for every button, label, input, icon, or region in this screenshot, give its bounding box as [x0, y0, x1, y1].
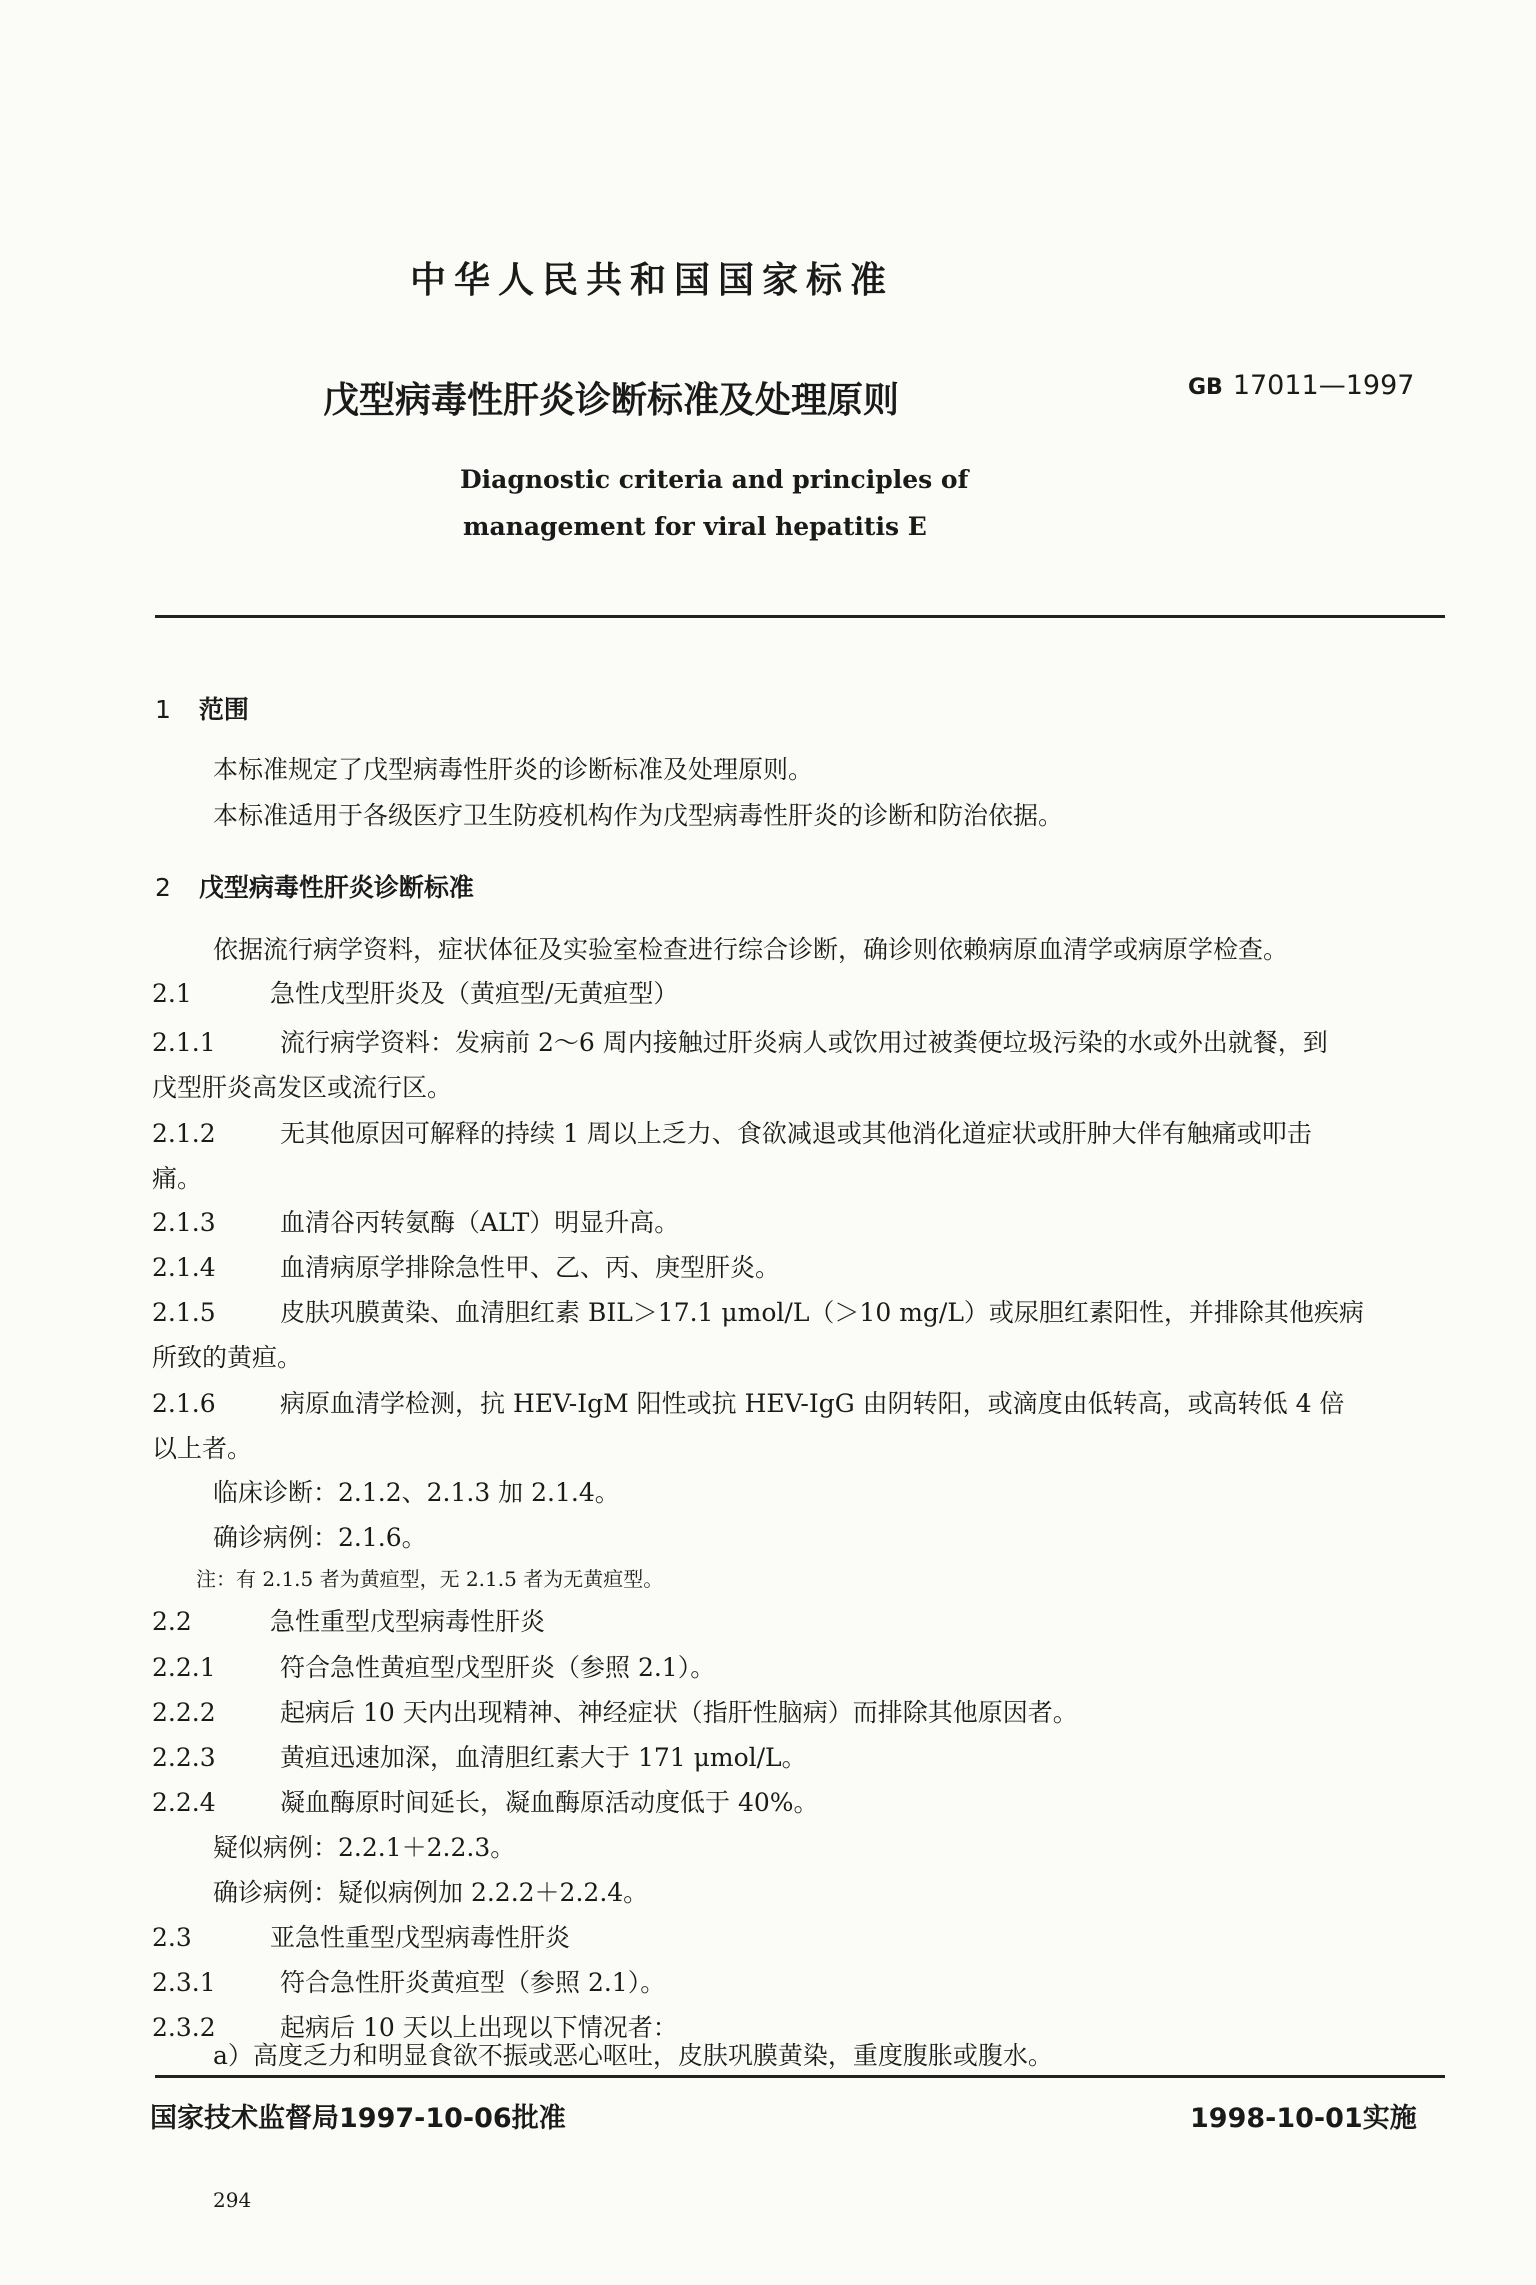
clause-text: 符合急性肝炎黄疸型（参照 2.1）。	[280, 1968, 666, 1997]
suspected-case: 疑似病例：2.2.1＋2.2.3。	[213, 1833, 516, 1862]
clause-2-1-3	[152, 1207, 679, 1239]
clause-text: 亚急性重型戊型病毒性肝炎	[270, 1923, 571, 1952]
clause-2-1-2	[152, 1118, 1312, 1150]
clause-number: 2.2.2	[152, 1698, 216, 1727]
english-title-line-2: management for viral hepatitis E	[463, 512, 927, 541]
clause-text: 血清谷丙转氨酶（ALT）明显升高。	[280, 1208, 680, 1237]
clause-continuation: 戊型肝炎高发区或流行区。	[152, 1073, 453, 1102]
clause-number: 2.1.1	[152, 1028, 216, 1057]
clause-2-1-6	[152, 1388, 1344, 1420]
clause-text: 流行病学资料：发病前 2～6 周内接触过肝炎病人或饮用过被粪便垃圾污染的水或外出就餐，到	[280, 1028, 1328, 1057]
page-number: 294	[213, 2188, 252, 2212]
clause-text: 血清病原学排除急性甲、乙、丙、庚型肝炎。	[280, 1253, 781, 1282]
clause-number: 2.2.1	[152, 1653, 216, 1682]
clause-text: 凝血酶原时间延长，凝血酶原活动度低于 40%。	[280, 1788, 819, 1817]
clause-continuation: 所致的黄疸。	[152, 1343, 303, 1372]
clause-number: 2.1.5	[152, 1298, 216, 1327]
clause-text: 病原血清学检测，抗 HEV-IgM 阳性或抗 HEV-IgG 由阴转阳，或滴度由低转高，或高转低 4 倍	[280, 1389, 1345, 1418]
standard-prefix: GB	[1188, 375, 1223, 400]
clause-number: 2.1.3	[152, 1208, 216, 1237]
clause-number: 2.1	[152, 979, 192, 1008]
confirmed-case: 确诊病例：疑似病例加 2.2.2＋2.2.4。	[213, 1878, 649, 1907]
clause-2-2-2	[152, 1697, 1078, 1729]
clause-2-1-4	[152, 1252, 780, 1284]
clause-continuation: 以上者。	[152, 1434, 253, 1463]
clause-2-2-1	[152, 1652, 715, 1684]
paragraph: 本标准适用于各级医疗卫生防疫机构作为戊型病毒性肝炎的诊断和防治依据。	[213, 801, 1064, 830]
section-number: 1	[155, 695, 171, 724]
clause-text: 皮肤巩膜黄染、血清胆红素 BIL＞17.1 μmol/L（＞10 mg/L）或尿胆红素阳性，并排除其他疾病	[280, 1298, 1364, 1327]
section-title: 戊型病毒性肝炎诊断标准	[198, 873, 474, 902]
footer-divider	[155, 2075, 1445, 2078]
clause-2-1-1	[152, 1027, 1328, 1059]
clause-number: 2.2.3	[152, 1743, 216, 1772]
approval-date: 国家技术监督局1997-10-06批准	[150, 2103, 566, 2134]
clause-text: 黄疸迅速加深，血清胆红素大于 171 μmol/L。	[280, 1743, 807, 1772]
clause-text: 无其他原因可解释的持续 1 周以上乏力、食欲减退或其他消化道症状或肝肿大伴有触痛或叩击	[280, 1119, 1312, 1148]
standard-code: 17011—1997	[1232, 370, 1415, 401]
clause-number: 2.1.2	[152, 1119, 216, 1148]
paragraph: 本标准规定了戊型病毒性肝炎的诊断标准及处理原则。	[213, 755, 814, 784]
clause-2-1-5	[152, 1297, 1364, 1329]
clinical-diagnosis: 临床诊断：2.1.2、2.1.3 加 2.1.4。	[213, 1478, 620, 1507]
clause-text: 起病后 10 天内出现精神、神经症状（指肝性脑病）而排除其他原因者。	[280, 1698, 1078, 1727]
paragraph: 依据流行病学资料，症状体征及实验室检查进行综合诊断，确诊则依赖病原血清学或病原学检查。	[213, 935, 1289, 964]
clause-number: 2.2.4	[152, 1788, 216, 1817]
clause-number: 2.3.1	[152, 1968, 216, 1997]
clause-number: 2.3	[152, 1923, 192, 1952]
english-title-line-1: Diagnostic criteria and principles of	[460, 465, 969, 494]
clause-continuation: 痛。	[152, 1164, 203, 1193]
section-2-heading	[155, 868, 474, 904]
clause-number: 2.1.6	[152, 1389, 216, 1418]
section-title: 范围	[198, 695, 249, 724]
document-title: 戊型病毒性肝炎诊断标准及处理原则	[323, 380, 900, 421]
clause-text: 起病后 10 天以上出现以下情况者：	[280, 2013, 678, 2042]
header-divider	[155, 615, 1445, 618]
effective-date: 1998-10-01实施	[1190, 2103, 1417, 2134]
clause-2-3	[152, 1922, 570, 1954]
clause-number: 2.1.4	[152, 1253, 216, 1282]
confirmed-case: 确诊病例：2.1.6。	[213, 1523, 427, 1552]
clause-2-3-1	[152, 1967, 665, 1999]
clause-text: 符合急性黄疸型戊型肝炎（参照 2.1）。	[280, 1653, 716, 1682]
clause-text: 急性戊型肝炎及（黄疸型/无黄疸型）	[270, 979, 679, 1008]
clause-2-2-4	[152, 1787, 819, 1819]
clause-2-1	[152, 978, 678, 1010]
clause-2-2-3	[152, 1742, 807, 1774]
clause-number: 2.3.2	[152, 2013, 216, 2042]
standard-number	[1188, 370, 1414, 401]
clause-text: 急性重型戊型病毒性肝炎	[270, 1607, 546, 1636]
list-item-a: a）高度乏力和明显食欲不振或恶心呕吐，皮肤巩膜黄染，重度腹胀或腹水。	[213, 2041, 1053, 2070]
org-title: 中华人民共和国国家标准	[410, 260, 895, 301]
clause-2-2	[152, 1606, 545, 1638]
section-number: 2	[155, 873, 171, 902]
note: 注：有 2.1.5 者为黄疸型，无 2.1.5 者为无黄疸型。	[196, 1567, 664, 1591]
clause-number: 2.2	[152, 1607, 192, 1636]
section-1-heading	[155, 690, 249, 726]
